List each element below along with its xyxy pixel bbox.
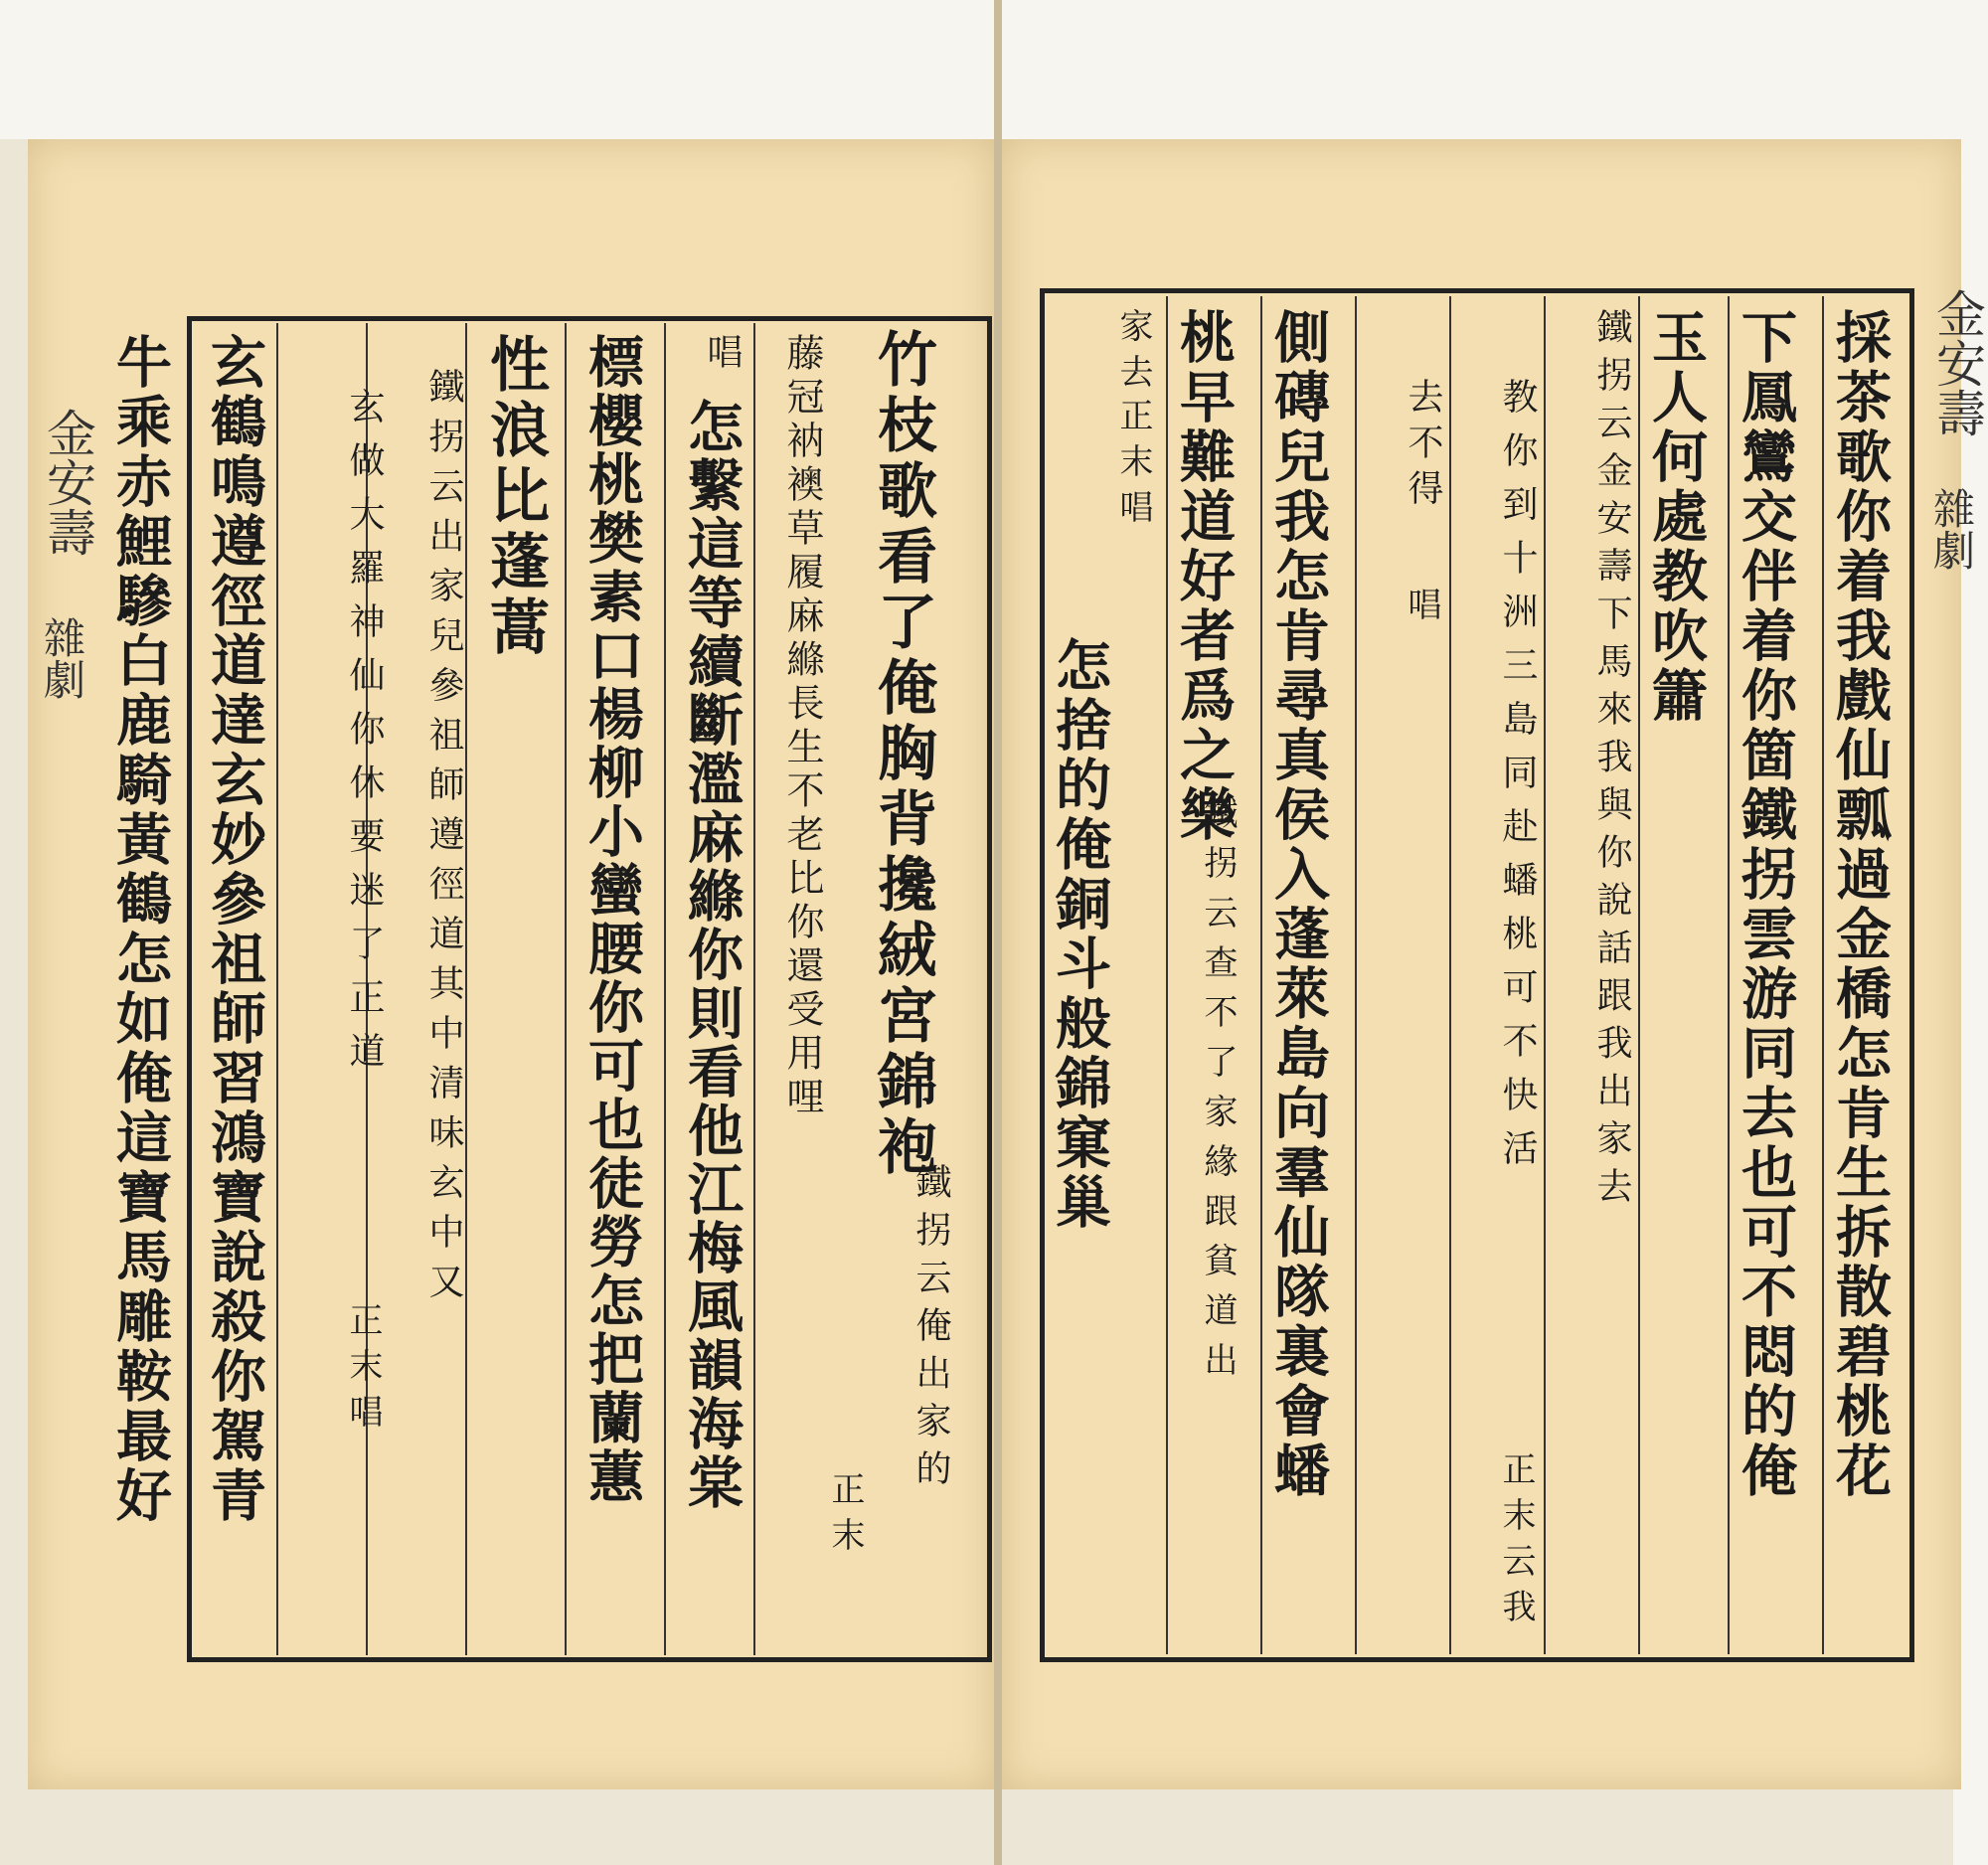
column-rule bbox=[565, 323, 567, 1655]
column-rule bbox=[1449, 296, 1451, 1654]
text-column: 家去 bbox=[1113, 308, 1153, 400]
right-margin-title: 金安壽 bbox=[1928, 288, 1986, 437]
column-rule bbox=[276, 323, 278, 1655]
text-column: 玄鶴鳴遵徑道達玄妙參祖師習鴻寶說殺你駕青 bbox=[202, 333, 267, 1526]
text-column: 側磚兒我怎肯尋真侯入蓬萊島向羣仙隊裏會蟠 bbox=[1265, 308, 1331, 1501]
left-page bbox=[28, 139, 994, 1789]
text-column: 鐵拐云出家兒參祖師遵徑道其中清味玄中又 bbox=[423, 368, 464, 1312]
text-column: 標櫻桃樊素口楊柳小蠻腰你可也徒勞怎把蘭蕙 bbox=[580, 333, 645, 1506]
left-margin-label: 雜劇 bbox=[38, 616, 86, 700]
text-column: 教你到十洲三島同赴蟠桃可不快活 bbox=[1497, 378, 1538, 1183]
column-rule bbox=[1166, 296, 1168, 1654]
column-rule bbox=[664, 323, 666, 1655]
text-column: 採茶歌你着我戲仙瓢過金橋怎肯生拆散碧桃花 bbox=[1827, 308, 1893, 1501]
right-margin-label: 雜劇 bbox=[1927, 487, 1976, 571]
text-column: 正末唱 bbox=[343, 1302, 383, 1440]
right-page bbox=[1002, 139, 1986, 1789]
text-column: 正末 bbox=[825, 1471, 865, 1563]
text-column: 玄做大羅神仙你休要迷了正道 bbox=[344, 388, 385, 1086]
text-column: 竹枝歌看了俺胸背攙絨宮錦袍 bbox=[868, 328, 937, 1181]
left-margin-title: 金安壽 bbox=[39, 408, 96, 557]
text-column: 正末云我 bbox=[1496, 1451, 1536, 1634]
column-rule bbox=[1260, 296, 1262, 1654]
text-column: 怎繫這等續斷濫麻縧你則看他江梅風韻海棠 bbox=[679, 398, 745, 1512]
column-rule bbox=[1822, 296, 1824, 1654]
text-column: 怎捨的俺銅斗般錦窠巢 bbox=[1047, 636, 1112, 1233]
text-column: 正末唱 bbox=[1113, 398, 1153, 535]
column-rule bbox=[1355, 296, 1357, 1654]
column-rule bbox=[1638, 296, 1640, 1654]
text-column: 下鳳鸞交伴着你箇鐵拐雲游同去也可不悶的俺 bbox=[1733, 308, 1798, 1501]
text-column: 性浪比蓬蒿 bbox=[480, 333, 550, 661]
text-column: 藤冠衲襖草履麻縧長生不老比你還受用哩 bbox=[780, 333, 824, 1120]
column-rule bbox=[465, 323, 467, 1655]
text-column: 唱 bbox=[702, 333, 743, 381]
text-column: 去不得 bbox=[1403, 378, 1443, 515]
column-rule bbox=[753, 323, 755, 1655]
text-column: 鐵拐云查不了家緣跟貧道出 bbox=[1198, 795, 1238, 1392]
column-rule bbox=[1728, 296, 1730, 1654]
column-rule bbox=[1544, 296, 1546, 1654]
text-column: 牛乘赤鯉驂白鹿騎黃鶴怎如俺這寶馬雕鞍最好 bbox=[107, 333, 173, 1526]
text-column: 玉人何處教吹簫 bbox=[1643, 308, 1709, 726]
text-column: 桃早難道好者爲之樂 bbox=[1171, 308, 1237, 845]
book-gutter bbox=[994, 0, 1002, 1865]
text-column: 鐵拐云俺出家的 bbox=[911, 1163, 951, 1497]
text-column: 鐵拐云金安壽下馬來我與你說話跟我出家去 bbox=[1591, 308, 1632, 1215]
text-column: 唱 bbox=[1402, 587, 1441, 632]
